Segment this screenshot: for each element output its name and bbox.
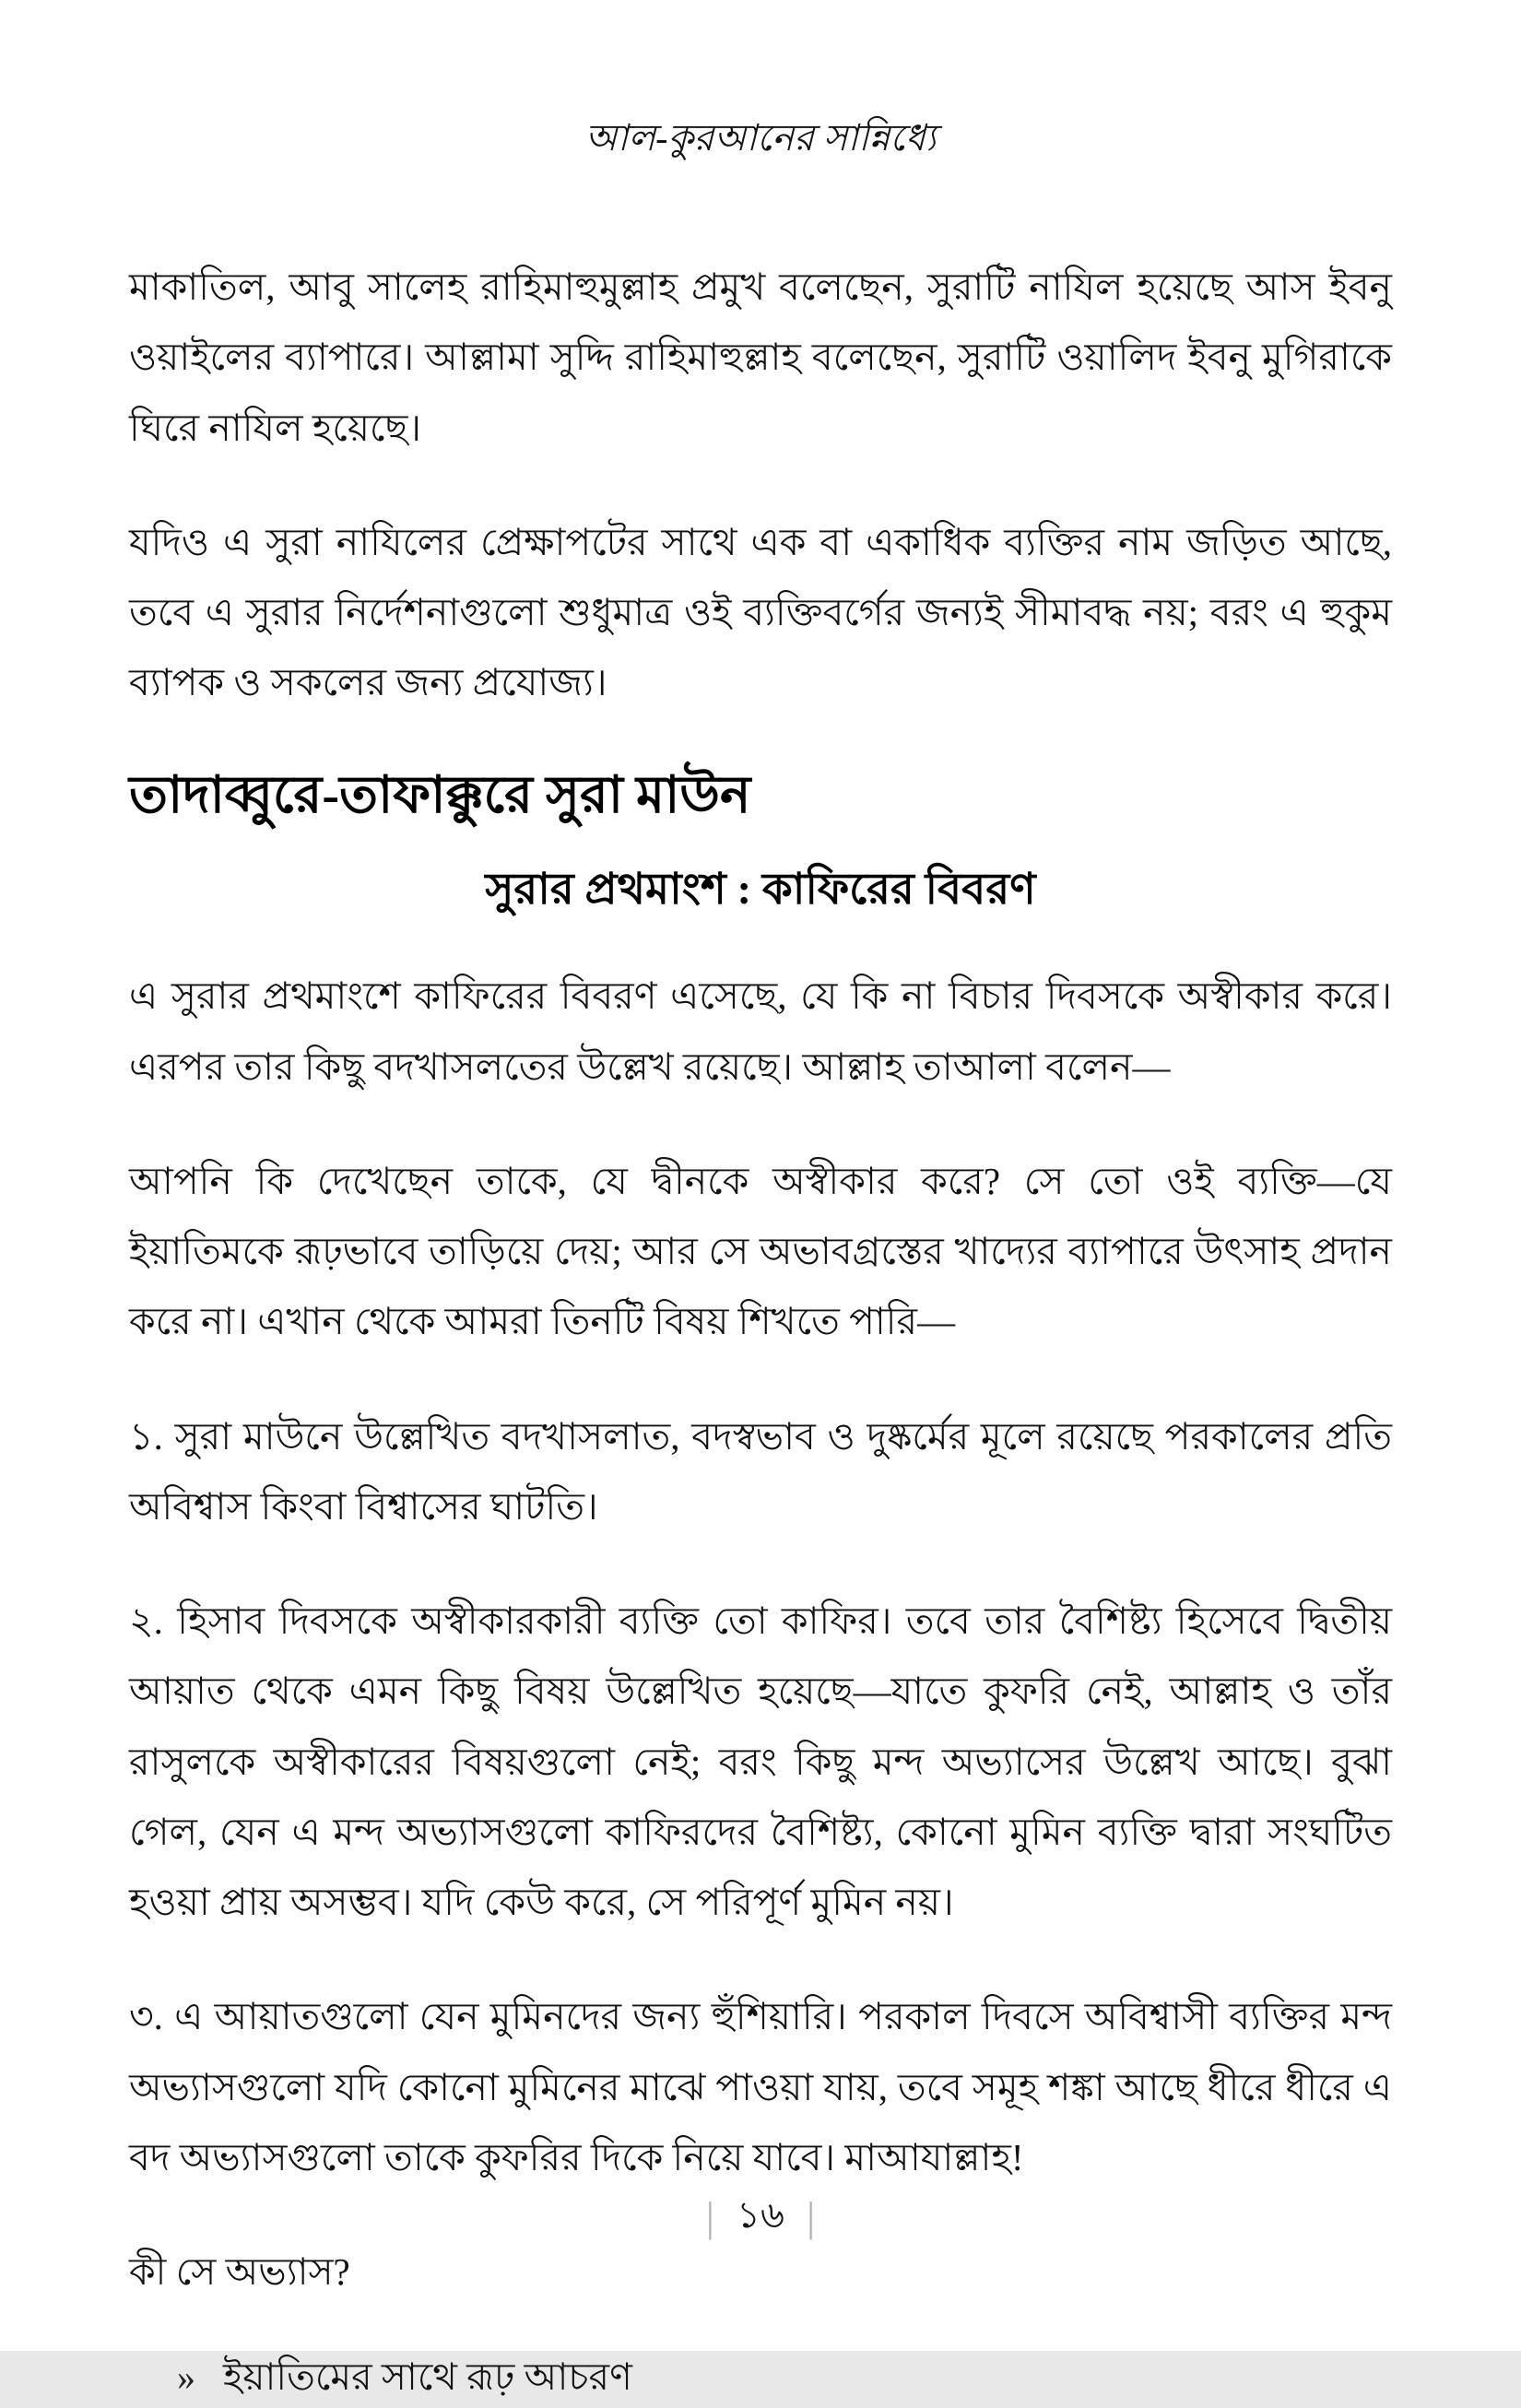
paragraph-first-part-intro: এ সুরার প্রথমাংশে কাফিরের বিবরণ এসেছে, যে কি না বিচার দিবসকে অস্বীকার করে। এরপর তার কিছু বদখাসলতের উল্লেখ রয়েছে। আল্লাহ তাআলা বলেন— (129, 974, 1392, 1088)
question-what-habits: কী সে অভ্যাস? (129, 2250, 350, 2294)
bullet-list-item (129, 2347, 1392, 2408)
bullet-text-rude-treatment-of-orphan: ইয়াতিমের সাথে রূঢ় আচরণ (223, 2355, 632, 2399)
paragraph-general-applicability: যদিও এ সুরা নাযিলের প্রেক্ষাপটের সাথে এক বা একাধিক ব্যক্তির নাম জড়িত আছে, তবে এ সুরার নির্দেশনাগুলো শুধুমাত্র ওই ব্যক্তিবর্গের জন্যই সীমাবদ্ধ নয়; বরং এ হুকুম ব্যাপক ও সকলের জন্য প্রযোজ্য। (129, 520, 1392, 704)
paragraph-revelation-context: মাকাতিল, আবু সালেহ রাহিমাহুমুল্লাহ প্রমুখ বলেছেন, সুরাটি নাযিল হয়েছে আস ইবনু ওয়াইলের ব্যাপারে। আল্লামা সুদ্দি রাহিমাহুল্লাহ বলেছেন, সুরাটি ওয়ালিদ ইবনু মুগিরাকে ঘিরে নাযিল হয়েছে। (129, 266, 1392, 449)
page-footer (0, 2186, 1521, 2248)
numbered-point-2: ২. হিসাব দিবসকে অস্বীকারকারী ব্যক্তি তো কাফির। তবে তার বৈশিষ্ট্য হিসেবে দ্বিতীয় আয়াত থেকে এমন কিছু বিষয় উল্লেখিত হয়েছে—যাতে কুফরি নেই, আল্লাহ ও তাঁর রাসুলকে অস্বীকারের বিষয়গুলো নেই; বরং কিছু মন্দ অভ্যাসের উল্লেখ আছে। বুঝা গেল, যেন এ মন্দ অভ্যাসগুলো কাফিরদের বৈশিষ্ট্য, কোনো মুমিন ব্যক্তি দ্বারা সংঘটিত হওয়া প্রায় অসম্ভব। যদি কেউ করে, সে পরিপূর্ণ মুমিন নয়। (129, 1599, 1392, 1924)
paragraph-ayah-translation: আপনি কি দেখেছেন তাকে, যে দ্বীনকে অস্বীকার করে? সে তো ওই ব্যক্তি—যে ইয়াতিমকে রূঢ়ভাবে তাড়িয়ে দেয়; আর সে অভাবগ্রস্তের খাদ্যের ব্যাপারে উৎসাহ প্রদান করে না। এখান থেকে আমরা তিনটি বিষয় শিখতে পারি— (129, 1159, 1392, 1343)
section-heading-tadabbur-surah-maun: তাদাব্বুরে-তাফাক্কুরে সুরা মাউন (129, 766, 751, 824)
footer-left-rule: | (705, 2193, 715, 2240)
page-number: ১৬ (737, 2194, 784, 2236)
numbered-point-3: ৩. এ আয়াতগুলো যেন মুমিনদের জন্য হুঁশিয়ারি। পরকাল দিবসে অবিশ্বাসী ব্যক্তির মন্দ অভ্যাসগুলো যদি কোনো মুমিনের মাঝে পাওয়া যায়, তবে সমূহ শঙ্কা আছে ধীরে ধীরে এ বদ অভ্যাসগুলো তাকে কুফরির দিকে নিয়ে যাবে। মাআযাল্লাহ! (129, 1995, 1392, 2178)
numbered-point-1: ১. সুরা মাউনে উল্লেখিত বদখাসলাত, বদস্বভাব ও দুষ্কর্মের মূলে রয়েছে পরকালের প্রতি অবিশ্বাস কিংবা বিশ্বাসের ঘাটতি। (129, 1414, 1392, 1528)
footer-right-rule: | (806, 2193, 816, 2240)
running-header: আল-কুরআনের সান্নিধ্যে (584, 117, 937, 159)
bullet-marker-icon: » (177, 2356, 195, 2399)
sub-heading-first-part-kafir-description: সুরার প্রথমাংশ : কাফিরের বিবরণ (485, 866, 1036, 915)
